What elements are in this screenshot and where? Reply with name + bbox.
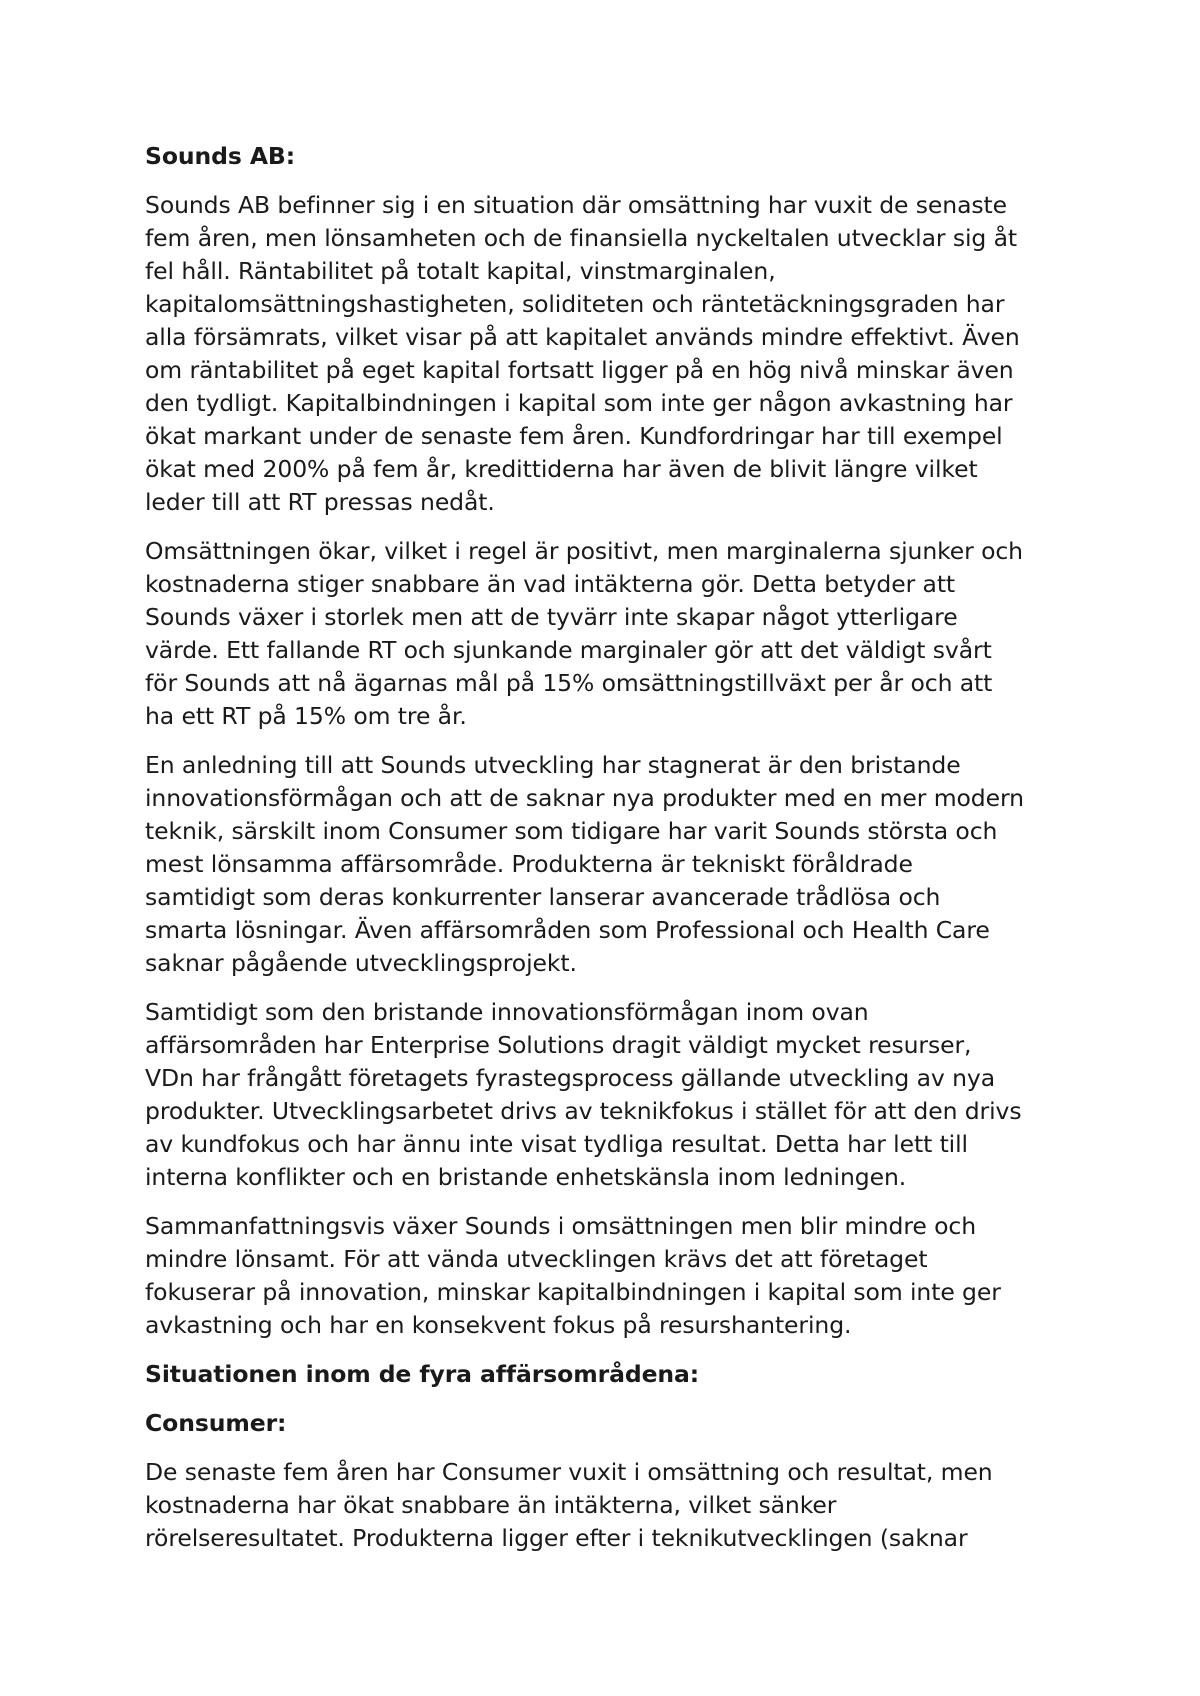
section-heading: Situationen inom de fyra affärsområdena: [145,1360,700,1388]
text-line: Samtidigt som den bristande innovationsförmågan inom ovan [145,998,869,1026]
text-line: kostnaderna stiger snabbare än vad intäkterna gör. Detta betyder att [145,570,956,598]
text-line: Sounds AB befinner sig i en situation där omsättning har vuxit de senaste [145,191,1007,219]
intro-paragraph-3 [145,749,1075,980]
intro-paragraph-1 [145,189,1075,519]
text-line: smarta lösningar. Även affärsområden som Professional och Health Care [145,916,990,944]
text-line: ökat med 200% på fem år, kredittiderna har även de blivit längre vilket [145,455,978,483]
subsection-heading: Consumer: [145,1409,287,1437]
text-line: Sounds växer i storlek men att de tyvärr inte skapar något ytterligare [145,603,958,631]
text-line: teknik, särskilt inom Consumer som tidigare har varit Sounds största och [145,817,998,845]
text-line: samtidigt som deras konkurrenter lanserar avancerade trådlösa och [145,883,941,911]
text-line: rörelseresultatet. Produkterna ligger efter i teknikutvecklingen (saknar [145,1524,968,1552]
text-line: VDn har frångått företagets fyrastegsprocess gällande utveckling av nya [145,1064,995,1092]
text-line: Sammanfattningsvis växer Sounds i omsättningen men blir mindre och [145,1212,977,1240]
text-line: den tydligt. Kapitalbindningen i kapital som inte ger någon avkastning har [145,389,1013,417]
text-line: för Sounds att nå ägarnas mål på 15% omsättningstillväxt per år och att [145,669,993,697]
text-line: ökat markant under de senaste fem åren. Kundfordringar har till exempel [145,422,1003,450]
text-line: affärsområden har Enterprise Solutions dragit väldigt mycket resurser, [145,1031,972,1059]
text-line: avkastning och har en konsekvent fokus på resurshantering. [145,1311,852,1339]
text-line: leder till att RT pressas nedåt. [145,488,495,516]
text-line: Omsättningen ökar, vilket i regel är positivt, men marginalerna sjunker och [145,537,1023,565]
intro-paragraph-4 [145,996,1075,1194]
document-title: Sounds AB: [145,142,296,170]
text-line: En anledning till att Sounds utveckling har stagnerat är den bristande [145,751,961,779]
text-line: innovationsförmågan och att de saknar nya produkter med en mer modern [145,784,1024,812]
text-line: kapitalomsättningshastigheten, soliditeten och räntetäckningsgraden har [145,290,1005,318]
text-line: fokuserar på innovation, minskar kapitalbindningen i kapital som inte ger [145,1278,1001,1306]
text-line: fem åren, men lönsamheten och de finansiella nyckeltalen utvecklar sig åt [145,224,1018,252]
text-line: mindre lönsamt. För att vända utvecklingen krävs det att företaget [145,1245,928,1273]
text-line: De senaste fem åren har Consumer vuxit i omsättning och resultat, men [145,1458,993,1486]
intro-paragraph-5 [145,1210,1075,1342]
document-body [145,140,1075,1571]
text-line: ha ett RT på 15% om tre år. [145,702,467,730]
text-line: om räntabilitet på eget kapital fortsatt ligger på en hög nivå minskar även [145,356,1014,384]
consumer-paragraph [145,1456,1075,1555]
text-line: alla försämrats, vilket visar på att kapitalet används mindre effektivt. Även [145,323,1020,351]
text-line: av kundfokus och har ännu inte visat tydliga resultat. Detta har lett till [145,1130,968,1158]
text-line: mest lönsamma affärsområde. Produkterna är tekniskt föråldrade [145,850,913,878]
text-line: saknar pågående utvecklingsprojekt. [145,949,577,977]
text-line: produkter. Utvecklingsarbetet drivs av teknikfokus i stället för att den drivs [145,1097,1022,1125]
intro-paragraph-2 [145,535,1075,733]
text-line: kostnaderna har ökat snabbare än intäkterna, vilket sänker [145,1491,837,1519]
text-line: interna konflikter och en bristande enhetskänsla inom ledningen. [145,1163,907,1191]
text-line: fel håll. Räntabilitet på totalt kapital, vinstmarginalen, [145,257,776,285]
text-line: värde. Ett fallande RT och sjunkande marginaler gör att det väldigt svårt [145,636,992,664]
